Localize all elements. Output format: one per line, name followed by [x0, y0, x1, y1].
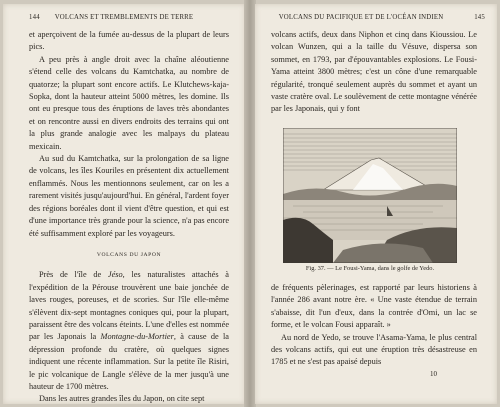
section-heading: VOLCANS DU JAPON — [96, 251, 162, 258]
left-running-title: VOLCANS ET TREMBLEMENTS DE TERRE — [54, 14, 194, 21]
right-header — [255, 14, 497, 24]
right-running-title: VOLCANS DU PACIFIQUE ET DE L'OCÉAN INDIEN — [278, 14, 444, 21]
paragraph: de fréquents pèlerinages, est rapporté par leurs historiens à l'année 286 avant notre ère. « Une vaste étendue de terrain s'abaisse, dit l'un d'eux, dans la contrée d'Omi, un lac se forme, et le volcan Fousi apparaît. » — [271, 283, 477, 330]
paragraph: A peu près à angle droit avec la chaîne aléoutienne s'étend celle des volcans du Kamtchatka, au nombre de quatorze; la plupart sont encore actifs. Le Klutchews-kaja-Sopka, dont la hauteur atteint 5000 mètres, les domine. Ils ont eu presque tous des éruptions de laves très abondantes et on rencontre aussi en divers endroits des terrains qui ont la plus grande analogie avec les malpays du plateau mexicain. — [29, 54, 229, 151]
right-body-bottom — [271, 282, 477, 369]
paragraph: et aperçoivent de la fumée au-dessus de la plupart de leurs pics. — [29, 30, 229, 52]
fousi-yama-engraving — [283, 128, 457, 263]
left-body — [29, 29, 229, 406]
paragraph: Près de l'île de Jéso, les naturalistes attachés à l'expédition de la Pérouse trouvèrent une baie jonchée de laves rouges, poreuses, et de scories. Sur l'île elle-même s'élèvent dix-sept montagnes coniques qui, pour la plupart, paraissent être des volcans éteints. L'une d'elles est nommée par les Japonais la Montagne-du-Mortier, à cause de la dépression profonde du cratère, où quelques signes indiquent une récente inflammation. Sur la petite île Risiri, le pic volcanique de Langle s'élève de la mer jusqu'à une hauteur de 1700 mètres. — [29, 270, 229, 391]
paragraph: Au nord de Yedo, se trouve l'Asama-Yama, le plus central des volcans actifs, qui eut une éruption très désastreuse en 1785 et ne s'est pas apaisé depuis — [271, 332, 477, 367]
paragraph: Au sud du Kamtchatka, sur la prolongation de sa ligne de volcans, les îles Kouriles en présentent dix actuellement enflammés. Nous les mentionnons seulement, car on les a rarement visités jusqu'aujourd'hui. En général, l'ardent foyer des régions boréales dont il vient d'être question, et qui est d'une importance très grande pour la science, n'a pas encore été suffisamment exploré par les voyageurs. — [29, 154, 229, 238]
left-header — [3, 14, 245, 24]
paragraph: Dans les autres grandes îles du Japon, on cite sept — [39, 394, 205, 404]
left-page — [3, 4, 245, 404]
figure-caption: Fig. 37. — Le Fousi-Yama, dans le golfe de Yedo. — [305, 265, 435, 272]
right-page — [255, 4, 497, 404]
right-body-top — [271, 29, 477, 116]
signature-mark: 10 — [430, 370, 437, 378]
right-page-number: 145 — [474, 14, 485, 21]
paragraph: volcans actifs, deux dans Niphon et cinq dans Kioussiou. Le volcan Wunzen, qui a la taille du Vésuve, dispersa son sommet, en 1793, par d'épouvantables explosions. Le Fousi-Yama atteint 3800 mètres; c'est un cône d'une remarquable régularité, tronqué seulement auprès du sommet et ayant un vaste cratère oval. Le soulèvement de cette montagne vénérée par les Japonais, qui y font — [271, 30, 477, 114]
left-page-number: 144 — [29, 14, 40, 21]
